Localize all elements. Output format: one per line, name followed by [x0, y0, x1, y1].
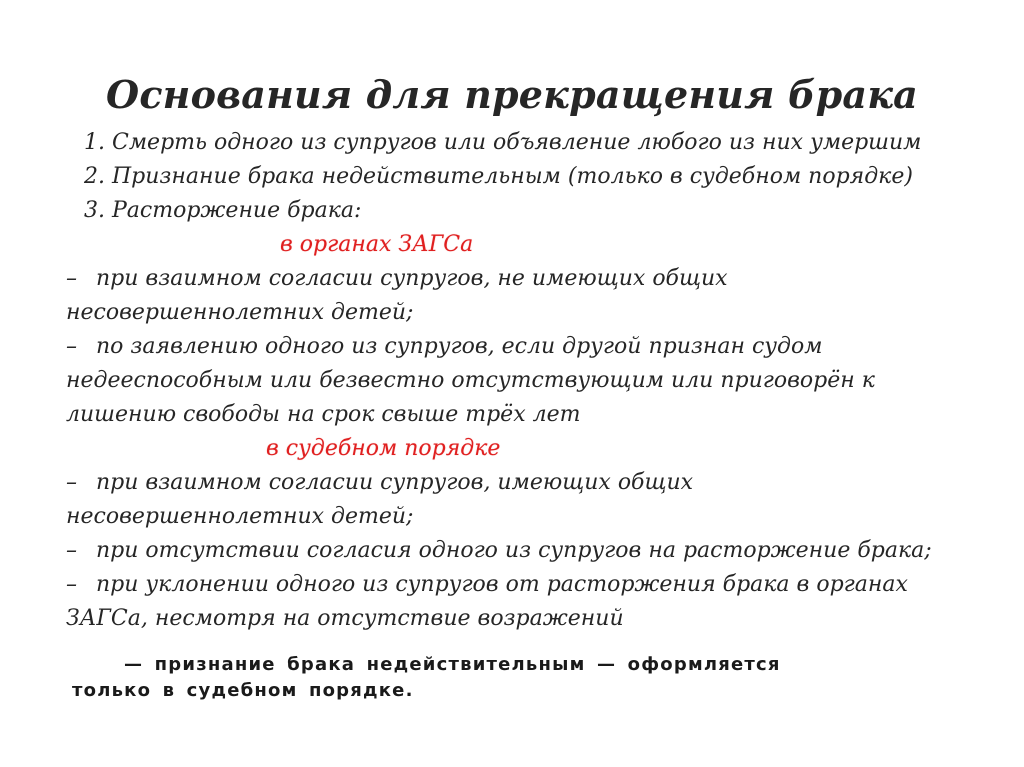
zags-item-1 [66, 262, 966, 296]
numbered-item-2: 2. Признание брака недействительным (только в судебном порядке) [84, 164, 913, 189]
zags-item-2-cont-1: недееспособным или безвестно отсутствующим или приговорён к [66, 368, 875, 393]
court-item-3-line-1: при уклонении одного из супругов от расторжения брака в органах [96, 572, 908, 597]
numbered-item-3: 3. Расторжение брака: [84, 198, 362, 223]
dash-marker: – [66, 334, 77, 359]
note-line-2: только в судебном порядке. [72, 680, 414, 701]
court-item-2 [66, 534, 966, 568]
slide-body [66, 126, 966, 636]
note-line-1: — признание брака недействительным — оформляется [124, 654, 781, 675]
zags-item-2 [66, 330, 966, 364]
zags-item-1-cont: несовершеннолетних детей; [66, 300, 414, 325]
dash-marker: – [66, 470, 77, 495]
zags-item-2-cont-2: лишению свободы на срок свыше трёх лет [66, 402, 581, 427]
court-item-2-line-1: при отсутствии согласия одного из супругов на расторжение брака; [96, 538, 932, 563]
court-item-3-cont: ЗАГСа, несмотря на отсутствие возражений [66, 606, 624, 631]
dash-marker: – [66, 266, 77, 291]
dash-marker: – [66, 572, 77, 597]
numbered-item-1: 1. Смерть одного из супругов или объявление любого из них умершим [84, 130, 922, 155]
zags-item-2-line-1: по заявлению одного из супругов, если другой признан судом [96, 334, 823, 359]
note-block [72, 652, 832, 704]
zags-item-1-line-1: при взаимном согласии супругов, не имеющих общих [96, 266, 728, 291]
court-heading: в судебном порядке [266, 436, 501, 461]
court-item-3 [66, 568, 966, 602]
court-item-1-cont: несовершеннолетних детей; [66, 504, 414, 529]
slide-title: Основания для прекращения брака [106, 72, 918, 117]
court-item-1 [66, 466, 966, 500]
zags-heading: в органах ЗАГСа [280, 232, 474, 257]
court-item-1-line-1: при взаимном согласии супругов, имеющих общих [96, 470, 694, 495]
dash-marker: – [66, 538, 77, 563]
